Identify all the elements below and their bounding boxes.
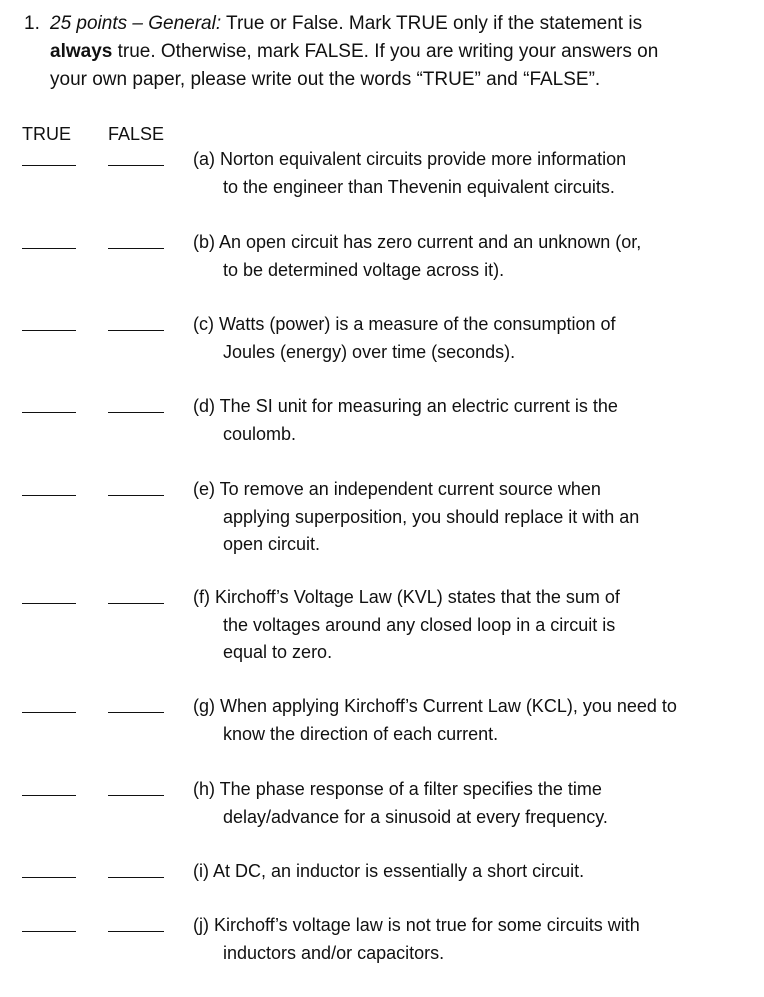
true-answer-blank[interactable] [22,495,76,496]
false-answer-blank[interactable] [108,248,164,249]
question-text-line: delay/advance for a sinusoid at every frequency. [223,806,608,827]
false-answer-blank[interactable] [108,495,164,496]
true-answer-blank[interactable] [22,603,76,604]
question-text [193,146,753,201]
question-text-line: (d) The SI unit for measuring an electric current is the [193,396,618,416]
question-number: 1. [24,13,40,34]
header-line-2-text: true. Otherwise, mark FALSE. If you are writing your answers on [112,41,659,62]
question-text-line: open circuit. [223,534,321,554]
question-text-line: (e) To remove an independent current source when [193,479,601,499]
question-text-line: equal to zero. [223,642,333,662]
question-text [193,393,753,448]
question-text [193,584,753,667]
question-text-line: (j) Kirchoff’s voltage law is not true for some circuits with [193,915,640,935]
question-text [193,693,753,748]
question-text-line: coulomb. [223,423,297,444]
points-label: 25 points – General: [50,13,222,34]
false-answer-blank[interactable] [108,603,164,604]
question-text [193,858,753,886]
true-answer-blank[interactable] [22,712,76,713]
header-line-1-text: True or False. Mark TRUE only if the statement is [221,13,643,34]
question-text-line: applying superposition, you should replace it with an [223,506,640,527]
true-answer-blank[interactable] [22,412,76,413]
false-answer-blank[interactable] [108,412,164,413]
true-answer-blank[interactable] [22,330,76,331]
question-text-line: (a) Norton equivalent circuits provide more information [193,149,627,169]
question-text-line: know the direction of each current. [223,723,499,744]
question-text-line: inductors and/or capacitors. [223,942,445,963]
header-line-3: your own paper, please write out the words “TRUE” and “FALSE”. [50,69,601,90]
true-column-heading: TRUE [22,124,71,144]
true-answer-blank[interactable] [22,165,76,166]
true-answer-blank[interactable] [22,795,76,796]
false-answer-blank[interactable] [108,931,164,932]
question-text [193,311,753,366]
question-text-line: (c) Watts (power) is a measure of the consumption of [193,314,616,334]
question-text [193,229,753,284]
true-answer-blank[interactable] [22,248,76,249]
question-text-line: (b) An open circuit has zero current and an unknown (or, [193,232,642,252]
false-answer-blank[interactable] [108,165,164,166]
question-text [193,476,753,559]
question-text-line: (i) At DC, an inductor is essentially a short circuit. [193,861,585,881]
false-column-heading: FALSE [108,124,165,144]
false-answer-blank[interactable] [108,712,164,713]
question-header [24,10,744,94]
header-line-1 [24,10,744,38]
true-answer-blank[interactable] [22,877,76,878]
question-text [193,776,753,831]
question-text-line: to be determined voltage across it). [223,259,505,280]
question-text-line: the voltages around any closed loop in a circuit is [223,614,616,635]
false-answer-blank[interactable] [108,795,164,796]
question-text-line: (f) Kirchoff’s Voltage Law (KVL) states that the sum of [193,587,620,607]
question-text-line: to the engineer than Thevenin equivalent circuits. [223,176,615,197]
true-answer-blank[interactable] [22,931,76,932]
question-text-line: Joules (energy) over time (seconds). [223,341,516,362]
question-text-line: (g) When applying Kirchoff’s Current Law (KCL), you need to [193,696,677,716]
question-text [193,912,753,967]
false-answer-blank[interactable] [108,877,164,878]
emphasis-always: always [50,41,113,62]
false-answer-blank[interactable] [108,330,164,331]
question-text-line: (h) The phase response of a filter specifies the time [193,779,602,799]
header-line-2 [24,38,744,66]
